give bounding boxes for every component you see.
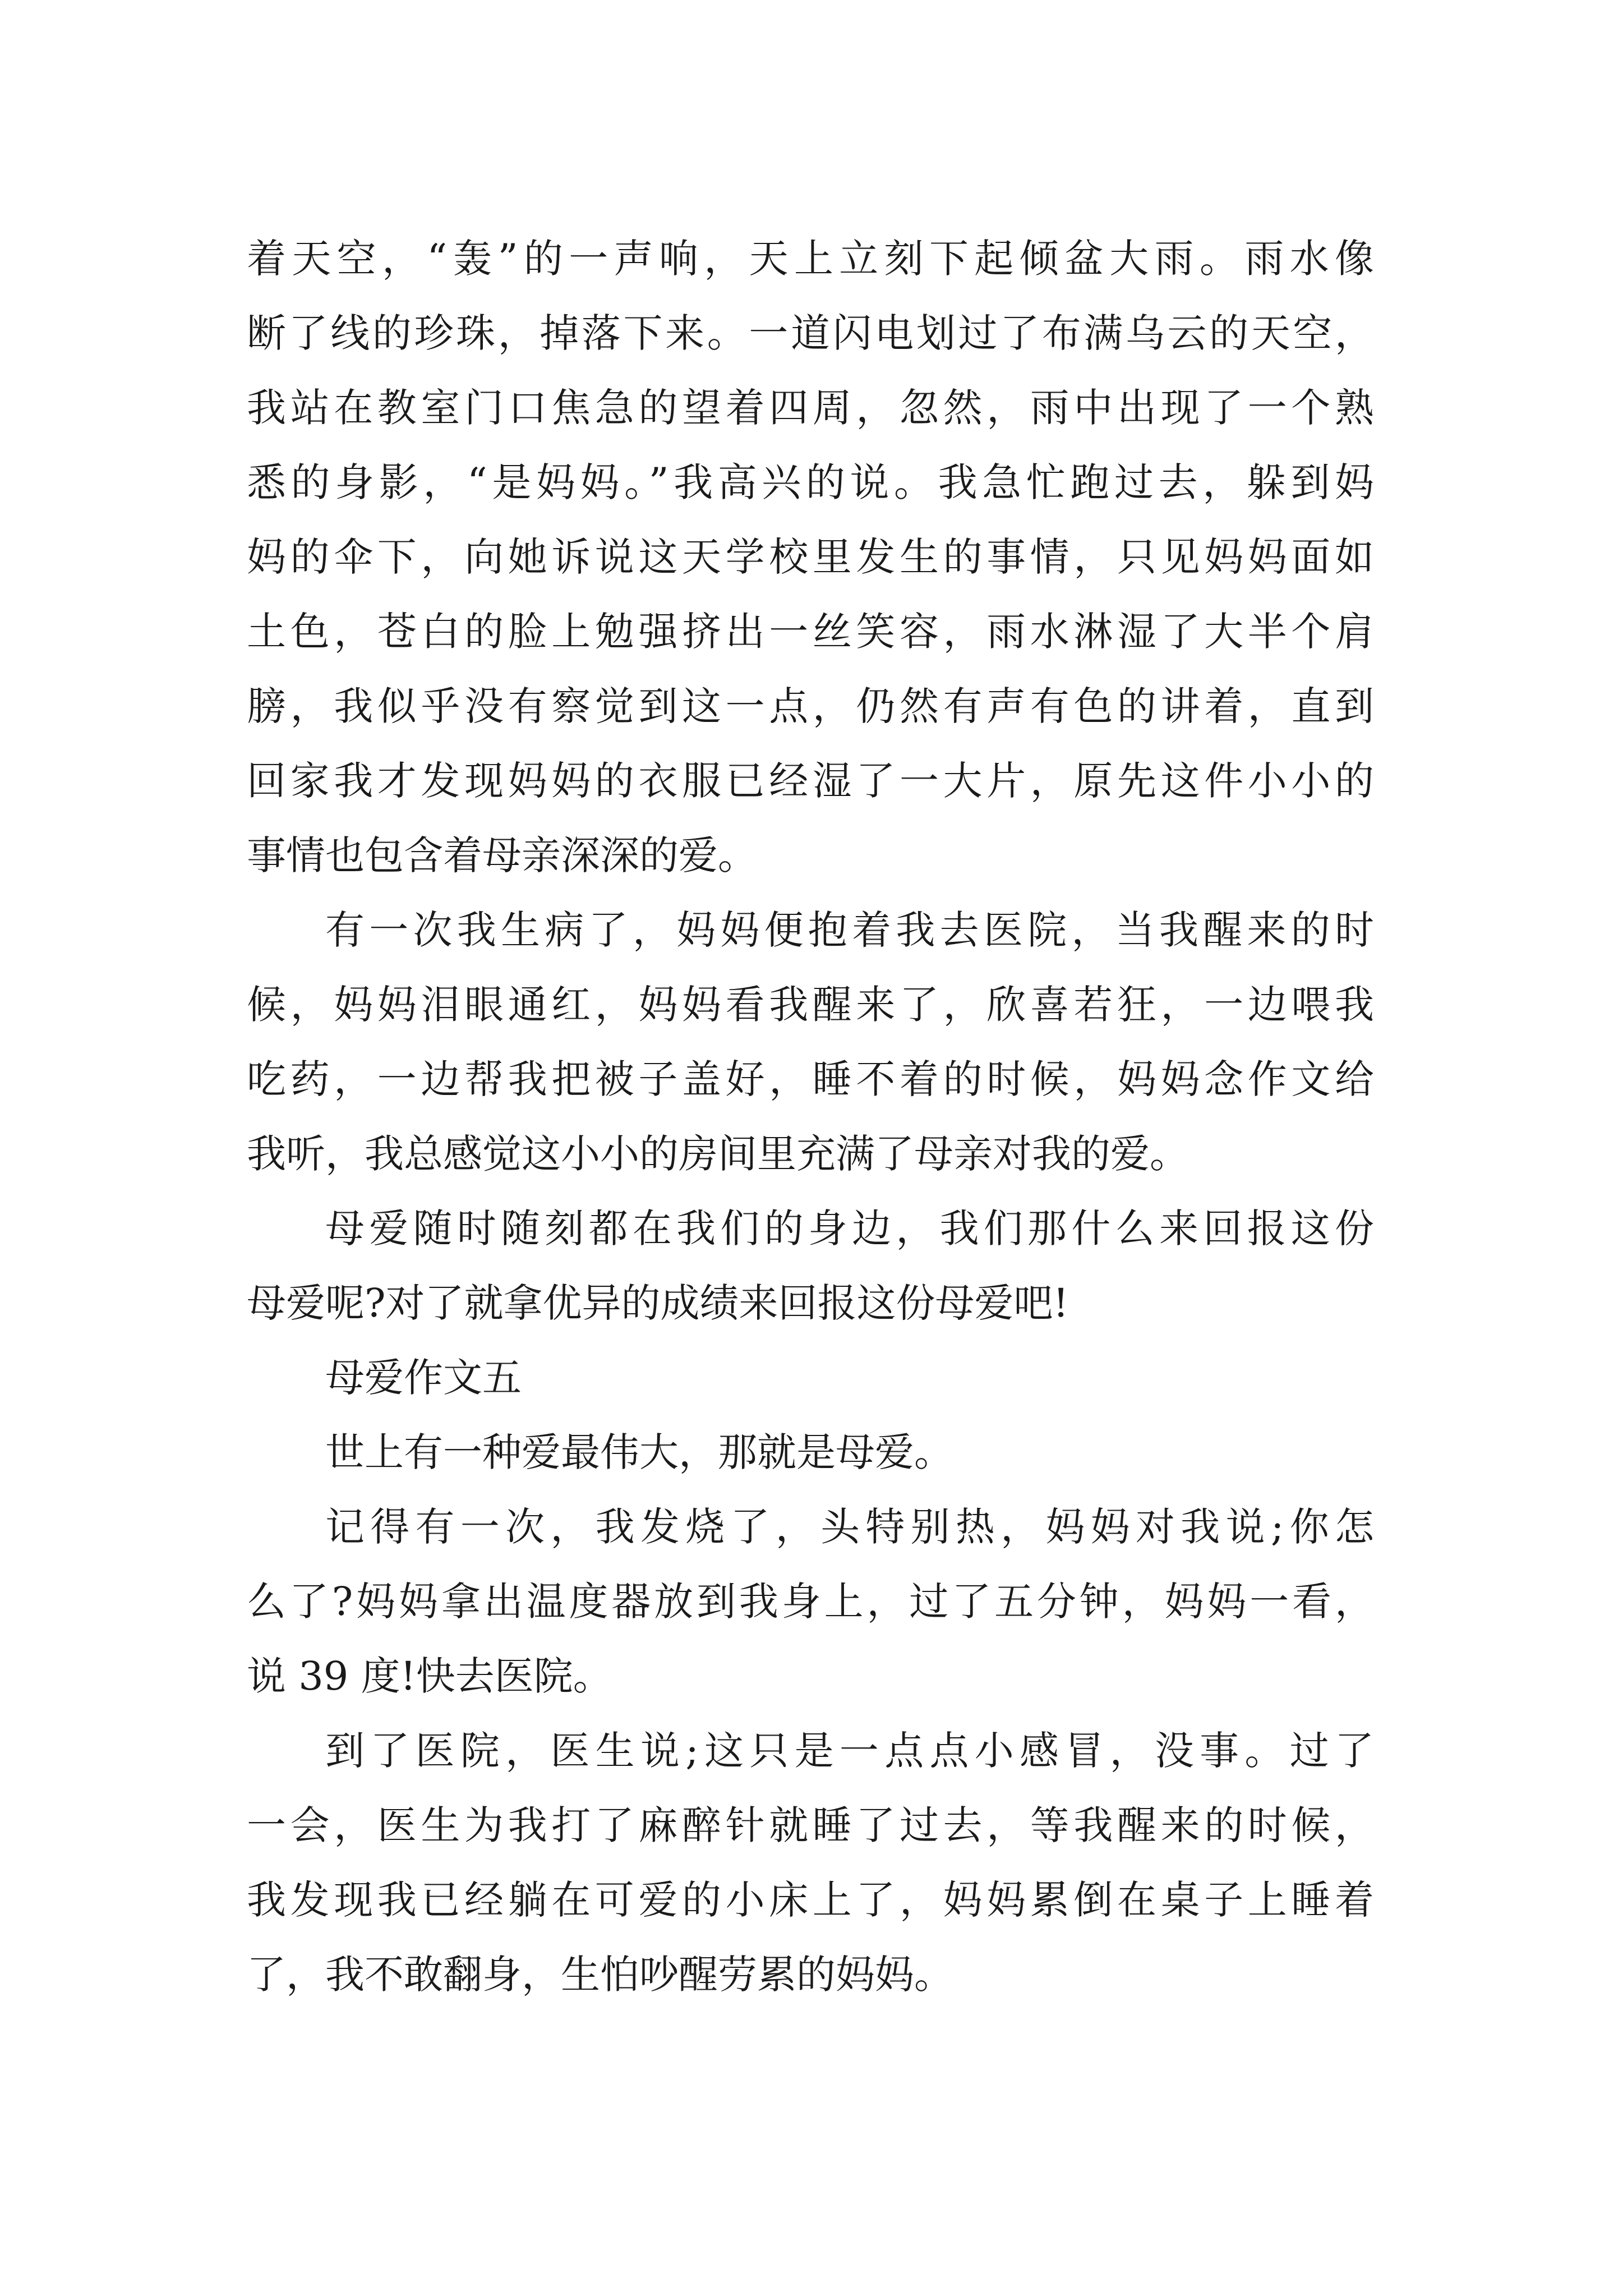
paragraph [247, 893, 1374, 1191]
text-line: 母爱随时随刻都在我们的身边，我们那什么来回报这份 [325, 1205, 1374, 1251]
section-heading [247, 1341, 1374, 1415]
paragraph [247, 222, 1374, 893]
text-line: 事情也包含着母亲深深的爱。 [247, 832, 757, 878]
text-line: 回家我才发现妈妈的衣服已经湿了一大片，原先这件小小的 [247, 758, 1374, 804]
text-line: 么了?妈妈拿出温度器放到我身上，过了五分钟，妈妈一看， [247, 1579, 1374, 1625]
text-line: 世上有一种爱最伟大，那就是母爱。 [325, 1429, 953, 1475]
text-line: 说 39 度!快去医院。 [247, 1653, 612, 1699]
text-line: 母爱呢?对了就拿优异的成绩来回报这份母爱吧! [247, 1280, 1069, 1326]
text-line: 记得有一次，我发烧了，头特别热，妈妈对我说;你怎 [325, 1504, 1374, 1550]
text-line: 断了线的珍珠，掉落下来。一道闪电划过了布满乌云的天空， [247, 310, 1374, 356]
text-line: 吃药，一边帮我把被子盖好，睡不着的时候，妈妈念作文给 [247, 1056, 1374, 1102]
paragraph [247, 1714, 1374, 2012]
text-line: 有一次我生病了，妈妈便抱着我去医院，当我醒来的时 [325, 907, 1374, 953]
text-line: 一会，医生为我打了麻醉针就睡了过去，等我醒来的时候， [247, 1802, 1374, 1848]
text-line: 悉的身影，“是妈妈。”我高兴的说。我急忙跑过去，躲到妈 [247, 459, 1374, 505]
text-line: 到了医院，医生说;这只是一点点小感冒，没事。过了 [325, 1728, 1374, 1774]
heading-text: 母爱作文五 [325, 1355, 522, 1401]
paragraph [247, 1415, 1374, 1490]
text-line: 我站在教室门口焦急的望着四周，忽然，雨中出现了一个熟 [247, 385, 1374, 431]
text-line: 土色，苍白的脸上勉强挤出一丝笑容，雨水淋湿了大半个肩 [247, 609, 1374, 655]
text-line: 我听，我总感觉这小小的房间里充满了母亲对我的爱。 [247, 1131, 1189, 1177]
paragraph [247, 1490, 1374, 1714]
text-line: 膀，我似乎没有察觉到这一点，仍然有声有色的讲着，直到 [247, 683, 1374, 729]
paragraph [247, 1191, 1374, 1341]
text-line: 妈的伞下，向她诉说这天学校里发生的事情，只见妈妈面如 [247, 534, 1374, 580]
document-body [247, 222, 1374, 2012]
text-line: 我发现我已经躺在可爱的小床上了，妈妈累倒在桌子上睡着 [247, 1877, 1374, 1923]
text-line: 着天空，“轰”的一声响，天上立刻下起倾盆大雨。雨水像 [247, 236, 1374, 282]
text-line: 了，我不敢翻身，生怕吵醒劳累的妈妈。 [247, 1952, 953, 1998]
text-line: 候，妈妈泪眼通红，妈妈看我醒来了，欣喜若狂，一边喂我 [247, 982, 1374, 1028]
